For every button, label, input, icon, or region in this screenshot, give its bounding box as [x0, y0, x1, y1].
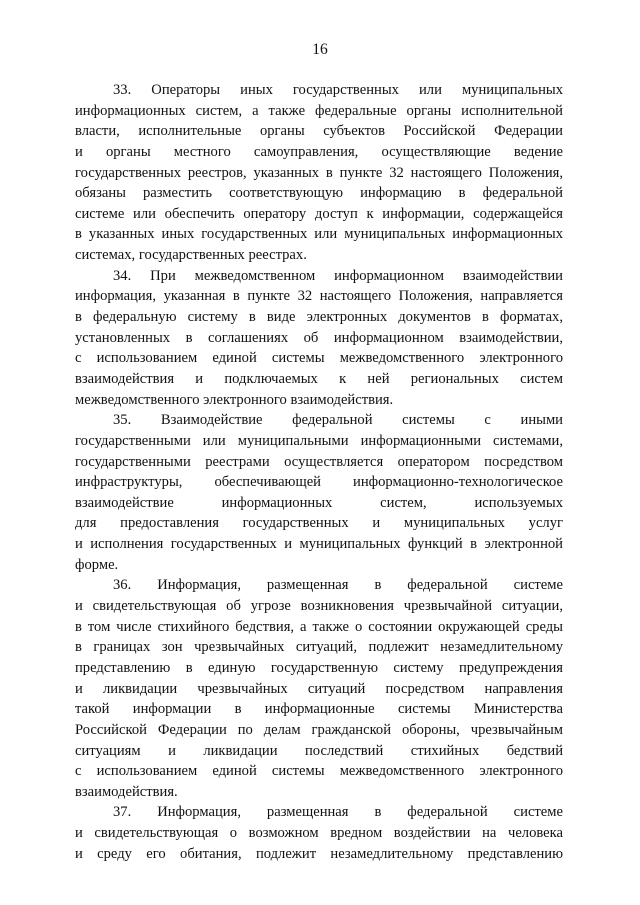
text-line: 33. Операторы иных государственных или муниципальных: [113, 82, 563, 98]
text-line: взаимодействия и подключаемых к ней региональных систем: [75, 370, 563, 387]
paragraph-35: [75, 410, 563, 575]
text-line: государственными или муниципальными информационными системами,: [75, 432, 563, 449]
paragraph-34: [75, 266, 563, 410]
text-line: межведомственного электронного взаимодействия.: [75, 391, 394, 408]
text-line: и среду его обитания, подлежит незамедлительному представлению: [75, 845, 563, 862]
text-line: ситуациям и ликвидации последствий стихийных бедствий: [75, 742, 563, 759]
text-line: представлению в единую государственную систему предупреждения: [75, 659, 563, 676]
text-line: взаимодействия.: [75, 783, 178, 800]
text-line: такой информации в информационные системы Министерства: [75, 701, 563, 718]
text-line: и ликвидации чрезвычайных ситуаций посредством направления: [75, 680, 563, 697]
text-line: в границах зон чрезвычайных ситуаций, подлежит незамедлительному: [75, 639, 563, 656]
text-line: взаимодействие информационных систем, используемых: [75, 494, 563, 511]
text-line: в федеральную систему в виде электронных документов в форматах,: [75, 309, 563, 326]
paragraph-37: [75, 802, 563, 864]
paragraph-33: [75, 80, 563, 266]
text-line: 34. При межведомственном информационном взаимодействии: [113, 267, 563, 284]
text-line: государственных реестров, указанных в пункте 32 настоящего Положения,: [75, 164, 563, 181]
text-line: установленных в соглашениях об информационном взаимодействии,: [75, 329, 563, 346]
text-line: с использованием единой системы межведомственного электронного: [75, 763, 563, 780]
text-line: системе или обеспечить оператору доступ к информации, содержащейся: [75, 205, 563, 222]
text-line: с использованием единой системы межведомственного электронного: [75, 350, 563, 367]
text-line: системах, государственных реестрах.: [75, 247, 307, 264]
text-line: обязаны разместить соответствующую информацию в федеральной: [75, 185, 563, 202]
text-line: 36. Информация, размещенная в федеральной системе: [113, 577, 563, 594]
document-body: [75, 80, 563, 864]
text-line: информация, указанная в пункте 32 настоящего Положения, направляется: [75, 288, 563, 305]
text-line: и исполнения государственных и муниципальных функций в электронной: [75, 536, 563, 553]
text-line: для предоставления государственных и муниципальных услуг: [75, 515, 563, 532]
text-line: власти, исполнительные органы субъектов Российской Федерации: [75, 123, 563, 140]
page-number: 16: [312, 41, 328, 58]
text-line: и органы местного самоуправления, осуществляющие ведение: [75, 143, 563, 160]
text-line: инфраструктуры, обеспечивающей информационно-технологическое: [75, 474, 563, 491]
text-line: в том числе стихийного бедствия, а также о состоянии окружающей среды: [75, 618, 563, 635]
paragraph-36: [75, 575, 563, 802]
text-line: и свидетельствующая о возможном вредном воздействии на человека: [75, 825, 563, 842]
text-line: государственными реестрами осуществляется оператором посредством: [75, 453, 563, 470]
text-line: информационных систем, а также федеральные органы исполнительной: [75, 102, 563, 119]
text-line: форме.: [75, 556, 119, 573]
text-line: Российской Федерации по делам гражданской обороны, чрезвычайным: [75, 721, 563, 738]
text-line: 35. Взаимодействие федеральной системы с иными: [113, 412, 563, 429]
text-line: в указанных иных государственных или муниципальных информационных: [75, 226, 563, 243]
text-line: и свидетельствующая об угрозе возникновения чрезвычайной ситуации,: [75, 598, 563, 615]
text-line: 37. Информация, размещенная в федеральной системе: [113, 804, 563, 821]
